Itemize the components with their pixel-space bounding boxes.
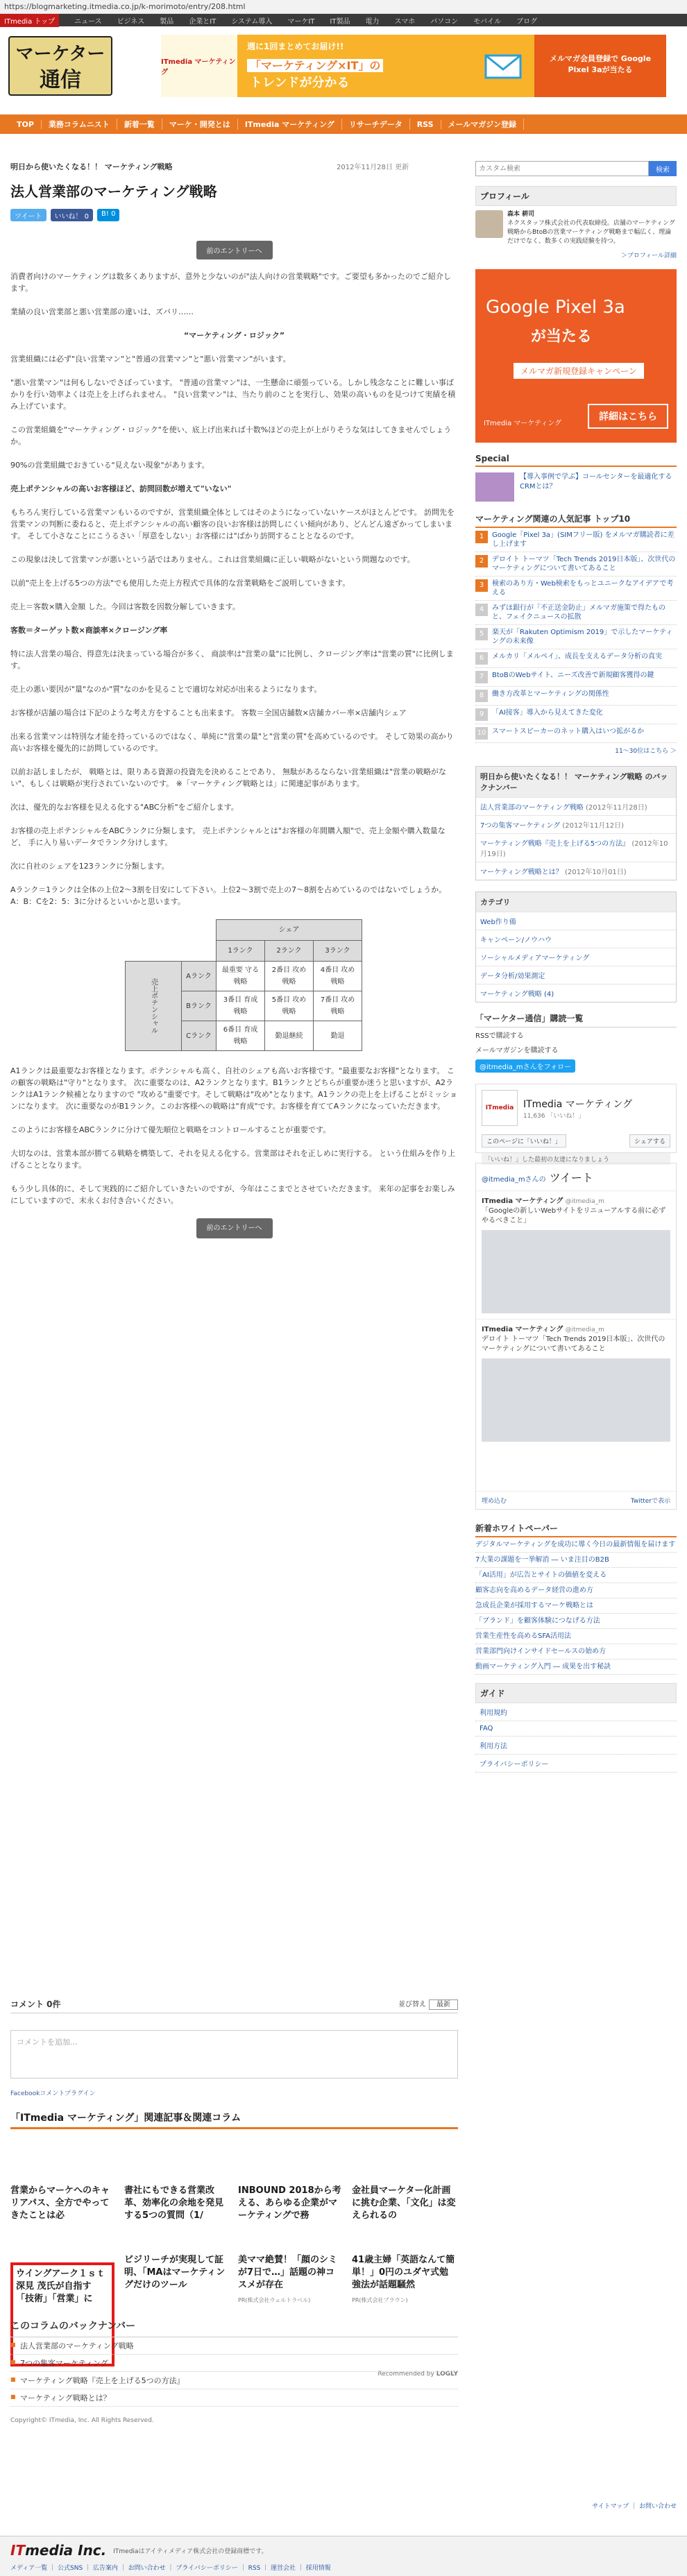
special-link[interactable]: 【導入事例で学ぶ】コールセンターを最適化するCRMとは？	[520, 473, 672, 491]
series-backnumber-date: (2012年11月12日)	[562, 822, 625, 830]
site-footer	[0, 2536, 687, 2576]
pr-label: PR(株式会社ウェルトラベル)	[238, 2297, 311, 2303]
series-backnumber-item[interactable]	[476, 833, 676, 862]
whitepaper-item[interactable]: 急成長企業が採用するマーケ戦略とは	[475, 1598, 677, 1614]
backnumber-title: このコラムのバックナンバー	[10, 2319, 458, 2337]
subscribe-title: 「マーケター通信」購読一覧	[475, 1012, 677, 1027]
related-card-title: 41歳主婦「英語なんて簡単！」0円のユダヤ式勉強法が話題騒然	[352, 2255, 455, 2290]
tweet-handle: @itmedia_m	[565, 1327, 604, 1333]
ranking-number: 10	[475, 727, 488, 740]
whitepaper-item[interactable]: デジタルマーケティングを成功に導く今日の最新情報を届けます	[475, 1537, 677, 1553]
category-nav-item[interactable]: 業務コラムニスト	[42, 119, 117, 130]
network-nav-item[interactable]: 製品	[160, 17, 174, 26]
tweet-image	[482, 1230, 670, 1313]
whitepaper-item[interactable]: 「ブランド」を顧客体験につなげる方法	[475, 1614, 677, 1629]
url-text: https://blogmarketing.itmedia.co.jp/k-morimoto/entry/208.html	[4, 2, 246, 11]
category-item[interactable]: キャンペーン/ノウハウ	[476, 930, 676, 948]
series-backnumber-item[interactable]	[476, 815, 676, 833]
network-nav-item[interactable]: ニュース	[74, 17, 102, 26]
ranking-link[interactable]: 「AI接客」導入から見えてきた変化	[492, 709, 603, 717]
copyright: Copyright© ITmedia, Inc. All Rights Reserved.	[10, 2417, 154, 2424]
article-paragraph: お客様の売上ポテンシャルをABCランクに分類します。 売上ポテンシャルとは"お客様の年間購入額"で、売上金額や購入数量など、 手に入り易いデータでランク分けします。	[10, 826, 446, 847]
guide-box	[475, 1683, 677, 1773]
ranking-number: 4	[475, 604, 488, 616]
ranking-link[interactable]: 働き方改革とマーケティングの関係性	[492, 690, 609, 698]
prev-entry-button[interactable]: 前のエントリーへ	[196, 241, 273, 259]
category-nav-item[interactable]: メールマガジン登録	[441, 119, 525, 130]
series-backnumber-date: (2012年10月01日)	[565, 869, 627, 876]
fb-page-name[interactable]: ITmedia マーケティング	[523, 1098, 633, 1110]
whitepaper-item[interactable]: 動画マーケティング入門 ― 成果を出す秘訣	[475, 1660, 677, 1675]
subscribe-box	[475, 1012, 677, 1073]
related-card-title: 営業からマーケへのキャリアパス、全方でやってきたことは必	[10, 2185, 110, 2221]
tweet-user: ITmedia マーケティング	[482, 1326, 563, 1333]
ranking-link[interactable]: みずほ銀行が「不正送金防止」メルマガ施策で得たものと、フェイクニュースの拡散	[492, 604, 665, 621]
table-cell: 5番目 攻め戦略	[265, 991, 314, 1021]
whitepaper-item[interactable]: 7大業の課題を一挙解消 ― いま注目のB2B	[475, 1553, 677, 1568]
ranking-number: 5	[475, 628, 488, 640]
site-logo[interactable]	[8, 36, 112, 96]
table-corner	[126, 941, 217, 962]
logo-line1: マーケター	[15, 43, 105, 65]
article-main	[10, 161, 458, 1238]
guide-item[interactable]: 利用方法	[475, 1737, 677, 1755]
tw-title: ツイート	[549, 1171, 593, 1184]
series-backnumber-date: (2012年11月28日)	[586, 804, 647, 812]
table-cell: 最重要 守る戦略	[217, 962, 265, 991]
table-row-header: Aランク	[182, 962, 217, 991]
backnumber-item[interactable]: ■ マーケティング戦略『売上を上げる5つの方法』	[10, 2372, 458, 2389]
sidebar	[475, 161, 677, 1773]
ranking-link[interactable]: 検索のあり方・Web検索をもっとユニークなアイデアで考える	[492, 580, 674, 597]
banner-cta: メルマガ会員登録で Google Pixel 3aが当たる	[534, 35, 666, 97]
network-nav-item[interactable]: マーケIT	[287, 17, 315, 26]
ranking-more-link[interactable]: 11～30位はこちら ＞	[615, 748, 677, 755]
table-cell: 7番目 攻め戦略	[314, 991, 362, 1021]
category-box	[475, 892, 677, 1003]
sidebar-ad[interactable]	[475, 269, 677, 443]
article-paragraph: もちろん実行している営業マンもいるのですが、営業組織全体としてはそのようになっていないケースがほとんどです。 訪問先を営業マンの判断に委ねると、売上ポテンシャルの高い顧客の良いお客様は訪問しにくい傾向があり、どんどん遠ざかってしまいます。 そして小さなことにこうるさい「厚意をしない」お客様には"ばかり訪問することとなるのです。	[10, 508, 455, 540]
backnumber-section	[10, 2319, 458, 2407]
article-paragraph: “マーケティング・ロジック”	[183, 331, 285, 340]
related-card-title: 美ママ絶賛！「顔のシミが7日で…」話題の神コスメが存在	[238, 2255, 338, 2290]
fb-share-button[interactable]: シェアする	[629, 1134, 670, 1148]
article-paragraph: 大切なのは、営業本部が勝てる戦略を構築して、それを見える化する。営業部はそれを正しめに実行する。 という仕組みを作り上げることとなります。	[10, 1149, 456, 1170]
series-backnumber-item[interactable]	[476, 797, 676, 815]
ad-brand: ITmedia マーケティング	[484, 420, 562, 427]
article-paragraph: "悪い営業マン"は何もしないでさぼっています。 "普通の営業マン"は、一生懸命に頑張っている。しかし残念なことに難しい事ばかりを行い効率よくは売上を上げられません。 "良い営業マン"は、当たり前のことを実行し、効果の高いものを見つけて実績を積み上げています。	[10, 378, 456, 411]
search-box	[475, 161, 677, 176]
profile-name: 森本 耕司	[507, 211, 535, 218]
article-paragraph: 営業組織には必ず"良い営業マン"と"普通の営業マン"と"悪い営業マン"がいます。	[10, 355, 291, 364]
series-backnumber-title[interactable]: 7つの集客マーケティング	[480, 822, 561, 830]
whitepaper-item[interactable]: 営業生産性を高めるSFA活用法	[475, 1629, 677, 1644]
fb-like-count: 11,636 「いいね！」	[523, 1112, 585, 1120]
category-item[interactable]: マーケティング戦略 (4)	[476, 984, 676, 1002]
twitter-timeline	[475, 1163, 677, 1510]
ad-cta: 詳細はこちら	[588, 404, 668, 429]
fb-comment-plugin[interactable]: Facebookコメントプラグイン	[10, 2090, 96, 2097]
table-cell: 勤退	[314, 1021, 362, 1051]
category-nav-item[interactable]: TOP	[10, 120, 42, 129]
article-paragraph: もう少し具体的に、そして実践的にご紹介していきたいのですが、今年はここまでとさせていただきます。 来年の記事をお楽しみにしていますので、末永くお付き合いください。	[10, 1184, 455, 1205]
ad-title: Google Pixel 3a	[486, 297, 625, 318]
related-card[interactable]	[238, 2254, 342, 2310]
sort-select[interactable]: 最新	[429, 1999, 458, 2010]
backnumber-item[interactable]: ■ マーケティング戦略とは？	[10, 2389, 458, 2407]
profile-more-link[interactable]: ＞プロフィール詳細	[620, 253, 677, 259]
article-paragraph: 次は、優先的なお客様を見える化する"ABC分析"をご紹介します。	[10, 803, 239, 812]
whitepaper-item[interactable]: 営業部門向けインサイドセールスの始め方	[475, 1644, 677, 1660]
ranking-link[interactable]: デロイト トーマツ「Tech Trends 2019日本版」、次世代のマーケティングについて書いてあること	[492, 556, 676, 572]
category-item[interactable]: データ分析/効果測定	[476, 966, 676, 984]
related-card-title: 書社にもできる営業改革、効率化の余地を発見する5つの質問（1/	[124, 2185, 224, 2221]
related-card-title: INBOUND 2018から考える、あらゆる企業がマーケティングで務	[238, 2185, 341, 2221]
article-paragraph: 消費者向けのマーケティングは数多くありますが、意外と少ないのが"法人向けの営業戦略"です。ご要望も多かったのでご紹介します。	[10, 272, 451, 293]
backnumber-item[interactable]: ■ 7つの集客マーケティング	[10, 2355, 458, 2372]
network-nav-item[interactable]: パソコン	[430, 17, 459, 26]
whitepaper-item[interactable]: 「AI活用」が広告とサイトの価値を変える	[475, 1568, 677, 1583]
tw-by: @itmedia_mさんの	[482, 1176, 546, 1184]
series-backnumber-title: 明日から使いたくなる！！ マーケティング戦略 のバックナンバー	[476, 767, 676, 797]
special-thumb	[475, 472, 514, 502]
subscribe-item[interactable]: RSSで購読する	[475, 1032, 524, 1040]
category-title: カテゴリ	[476, 892, 676, 912]
table-row-header: Cランク	[182, 1021, 217, 1051]
subscribe-item[interactable]: メールマガジンを購読する	[475, 1047, 559, 1055]
article-title: 法人営業部のマーケティング戦略	[10, 183, 217, 200]
itmedia-logo[interactable]: ITmedia Inc.	[10, 2542, 107, 2559]
series-backnumber-title[interactable]: 法人営業部のマーケティング戦略	[480, 804, 584, 812]
ranking-item[interactable]	[475, 724, 677, 743]
article-paragraph: 特に法人営業の場合、得意先は決まっている場合が多く、 商談率は"営業の量"に比例し、クロージング率は"営業の質"に比例します。	[10, 649, 454, 670]
ranking-item[interactable]	[475, 577, 677, 601]
network-nav-item[interactable]: ITmedia トップ	[0, 14, 59, 27]
related-card[interactable]	[124, 2185, 228, 2240]
ranking-link[interactable]: Google「Pixel 3a」(SIMフリー版) をメルマガ購読者に差し上げます	[492, 531, 675, 548]
banner-headline: トレンドが分かる	[250, 76, 350, 90]
sort-label: 並び替え	[398, 2001, 426, 2008]
ad-campaign: メルマガ新規登録キャンペーン	[514, 363, 644, 379]
logly-logo[interactable]: LOGLY	[436, 2371, 458, 2378]
sitemap-links[interactable]: サイトマップ ｜ お問い合わせ	[592, 2503, 677, 2510]
guide-item[interactable]: 利用規約	[475, 1703, 677, 1721]
ranking-number: 1	[475, 531, 488, 543]
article-paragraph: 出来る営業マンは特別な才能を持っているのではなく、単純に"営業の量"と"営業の質"を高めているのです。 そして効果の高かり高いお客様を優先的に訪問しているのです。	[10, 732, 454, 753]
ranking-item[interactable]	[475, 706, 677, 724]
site-header	[0, 28, 687, 105]
tw-view-link[interactable]: Twitterで表示	[630, 1498, 670, 1505]
banner-brand: ITmedia マーケティング	[161, 35, 237, 97]
ranking-item[interactable]	[475, 601, 677, 625]
whitepaper-item[interactable]: 顧客志向を高めるデータ経営の進め方	[475, 1583, 677, 1598]
ranking-number: 2	[475, 555, 488, 568]
network-nav-item[interactable]: ビジネス	[117, 17, 145, 26]
article-paragraph: この現象は決して営業マンが悪いという話ではありません。これは営業組織に正しい戦略がないという問題なのです。	[10, 555, 415, 564]
table-col-header: 3ランク	[314, 941, 362, 962]
category-nav-item[interactable]: 新着一覧	[117, 119, 162, 130]
article-date: 2012年11月28日 更新	[337, 164, 409, 171]
prev-entry-button[interactable]: 前のエントリーへ	[196, 1218, 273, 1238]
article-paragraph: この営業組織を"マーケティング・ロジック"を使い、底上げ出来れば十数%ほどの売上が上がりそうな気はしてきませんでしょうか。	[10, 425, 452, 446]
profile-box	[475, 186, 677, 259]
tweet-text: デロイト トーマツ「Tech Trends 2019日本版」、次世代のマーケティングについて書いてあること	[482, 1336, 665, 1353]
ranking-item[interactable]	[475, 649, 677, 668]
table-share-header: シェア	[217, 920, 362, 941]
article-paragraph: お客様が店舗の場合は下記のような考え方をすることも出来ます。 客数＝全国店舗数×店舗カバー率×店舗内シェア	[10, 708, 407, 717]
recommended-label: Recommended by	[378, 2371, 434, 2378]
comments-section	[10, 1998, 458, 2097]
table-row-header: Bランク	[182, 991, 217, 1021]
article-paragraph: 売上＝客数×購入金額 した。今回は客数を因数分解していきます。	[10, 602, 240, 611]
pr-label: PR(株式会社ブラウン)	[352, 2297, 408, 2303]
social-buttons	[10, 209, 458, 221]
whitepaper-box	[475, 1522, 677, 1675]
tweet-item[interactable]	[476, 1319, 676, 1447]
category-nav-item[interactable]: ITmedia マーケティング	[238, 119, 342, 130]
search-button[interactable]: 検索	[649, 161, 677, 176]
ranking-link[interactable]: メルカリ「メルペイ」、成長を支えるデータ分析の真実	[492, 653, 662, 660]
category-nav	[0, 114, 687, 134]
url-bar[interactable]	[0, 0, 687, 14]
ad-subtitle: が当たる	[531, 328, 593, 346]
ranking-number: 9	[475, 708, 488, 721]
ranking-item[interactable]	[475, 528, 677, 552]
comments-count: コメント 0件	[10, 1999, 61, 2009]
category-item[interactable]: Web作り備	[476, 912, 676, 930]
banner-tagline: 週に1回まとめてお届け!!	[247, 42, 344, 51]
related-card[interactable]	[124, 2254, 228, 2310]
special-item[interactable]	[475, 472, 677, 502]
article-paragraph: 以前お話しましたが、 戦略とは、限りある資源の投資先を決めることであり、 無駄があるならない営業組織は"営業の戦略がない"、もしくは戦略が実行されていないのです。 ※「マーケティング戦略とは」に関連記事があります。	[10, 767, 447, 788]
ranking-number: 8	[475, 690, 488, 702]
series-backnumber-title[interactable]: マーケティング戦略『売上を上げる5つの方法』	[480, 840, 630, 848]
network-nav-item[interactable]: ブログ	[516, 17, 538, 26]
network-nav-item[interactable]: モバイル	[473, 17, 502, 26]
related-card[interactable]	[352, 2254, 456, 2310]
facebook-page-box	[475, 1084, 677, 1163]
hatena-button[interactable]: B! 0	[97, 209, 119, 221]
fb-like-page-button[interactable]: このページに「いいね！」	[482, 1134, 566, 1148]
category-item[interactable]: ソーシャルメディアマーケティング	[476, 948, 676, 966]
ranking-link[interactable]: BtoBのWebサイト、ニーズ改善で新規顧客獲得の鍵	[492, 672, 654, 679]
network-nav-item[interactable]: スマホ	[394, 17, 416, 26]
network-nav	[0, 14, 687, 26]
table-cell: 6番目 育成戦略	[217, 1021, 265, 1051]
related-card-title: ウイングアーク１ｓｔ深見 茂氏が自指す「技術」「営業」に	[16, 2269, 105, 2304]
backnumber-item[interactable]: ■ 法人営業部のマーケティング戦略	[10, 2337, 458, 2355]
ranking-item[interactable]	[475, 668, 677, 687]
table-col-header: 1ランク	[217, 941, 265, 962]
ranking-link[interactable]: 楽天が「Rakuten Optimism 2019」で示したマーケティングの未来像	[492, 629, 673, 645]
related-card-title: ビジリーチが実現して証明、「MAはマーケティングだけのツール	[124, 2255, 226, 2290]
article-paragraph: このようにお客様をABCランクに分けて優先順位と戦略をコントロールすることが重要です。	[10, 1125, 331, 1134]
table-col-header: 2ランク	[265, 941, 314, 962]
network-nav-item[interactable]: 電力	[365, 17, 380, 26]
article-paragraph: 次に自社のシェアを123ランクに分類します。	[10, 862, 169, 871]
search-input[interactable]	[475, 161, 649, 176]
ranking-item[interactable]	[475, 625, 677, 649]
series-backnumber-item[interactable]	[476, 862, 676, 880]
category-nav-item[interactable]: マーケ・開発とは	[162, 119, 238, 130]
special-title: Special	[475, 454, 677, 467]
profile-title: プロフィール	[475, 186, 677, 206]
guide-item[interactable]: FAQ	[475, 1721, 677, 1737]
ranking-title: マーケティング関連の人気記事 トップ10	[475, 513, 677, 528]
related-card[interactable]	[10, 2185, 114, 2240]
related-card-title: 金社員マーケター化計画に挑む企業、「文化」は変えられるの	[352, 2185, 456, 2221]
category-nav-item[interactable]: リサーチデータ	[342, 119, 410, 130]
related-card[interactable]	[352, 2185, 456, 2240]
ranking-number: 7	[475, 671, 488, 683]
table-cell: 3番目 育成戦略	[217, 991, 265, 1021]
tweet-button[interactable]: ツイート	[10, 209, 46, 221]
guide-title: ガイド	[475, 1683, 677, 1703]
related-title: 「ITmedia マーケティング」関連記事＆関連コラム	[10, 2110, 458, 2129]
article-paragraph: 90%の営業組織でおきている"見えない現象"があります。	[10, 461, 210, 470]
like-button[interactable]: いいね！ 0	[51, 209, 94, 221]
special-box	[475, 454, 677, 502]
header-banner-ad[interactable]	[161, 35, 666, 97]
ranking-number: 3	[475, 579, 488, 592]
footer-desc: ITmediaはアイティメディア株式会社の登録商標です。	[113, 2548, 268, 2555]
ranking-item[interactable]	[475, 687, 677, 706]
ranking-item[interactable]	[475, 552, 677, 577]
category-nav-item[interactable]: RSS	[410, 120, 441, 129]
network-nav-item[interactable]: 企業とIT	[189, 17, 217, 26]
table-cell: 2番目 攻め戦略	[265, 962, 314, 991]
guide-item[interactable]: プライバシーポリシー	[475, 1755, 677, 1773]
tw-embed-link[interactable]: 埋め込む	[482, 1498, 507, 1505]
avatar	[475, 210, 503, 238]
series-backnumber-box	[475, 766, 677, 880]
mail-icon	[472, 35, 534, 97]
article-paragraph: A1ランクは最重要なお客様となります。ポテンシャルも高く、自社のシェアも高いお客様です。"最重要なお客様"となります。 この顧客の戦略は"守り"となります。 次に重要なのは、A2ランクとなります。B1ランクとどちらが重要か迷うと思いますが、A2ランクはA1ランク候補となりますので "攻める"重要です。そして戦略は"攻め"となります。A1ランクの売上を上げることがミッションになります。 次に重要なのがB1ランク。このお客様への戦略は"育成"です。お客様を育ててAランクになっていただきます。	[10, 1066, 457, 1111]
network-nav-item[interactable]: システム導入	[231, 17, 273, 26]
table-cell: 4番目 攻め戦略	[314, 962, 362, 991]
tweet-text: 「Googleの新しいWebサイトをリニューアルする前に必ずやるべきこと」	[482, 1207, 666, 1225]
comment-input[interactable]: コメントを追加...	[10, 2030, 458, 2079]
article-paragraph: 売上ポテンシャルの高いお客様ほど、訪問回数が増えて"いない"	[10, 484, 232, 493]
footer-links[interactable]: メディア一覧 ｜ 公式SNS ｜ 広告案内 ｜ お問い合わせ ｜ プライバシーポリシー ｜ RSS ｜ 運営会社 ｜ 採用情報	[10, 2565, 331, 2572]
article-paragraph: 以前"売上を上げる5つの方法"でも使用した売上方程式で具体的な営業戦略をご説明していきます。	[10, 579, 350, 588]
abc-analysis-table	[125, 919, 362, 1051]
banner-highlight: 「マーケティング×IT」の	[247, 59, 383, 72]
tweet-item[interactable]	[476, 1191, 676, 1319]
ranking-box	[475, 513, 677, 755]
logo-line2: 通信	[40, 67, 81, 92]
whitepaper-title: 新着ホワイトペーパー	[475, 1522, 677, 1537]
related-card[interactable]	[238, 2185, 342, 2240]
article-paragraph: 売上の悪い要因が"量"なのか"質"なのかを見ることで適切な対応が出来るようになります。	[10, 685, 322, 694]
tweet-handle: @itmedia_m	[565, 1198, 604, 1205]
article-body	[10, 271, 458, 1238]
tweet-user: ITmedia マーケティング	[482, 1197, 563, 1205]
tweet-image	[482, 1358, 670, 1442]
article-series[interactable]: 明日から使いたくなる！！ マーケティング戦略	[10, 162, 173, 171]
article-paragraph: 客数＝ターゲット数×商談率×クロージング率	[10, 626, 168, 635]
table-side-label: 売上ポテンシャル	[126, 962, 182, 1051]
ranking-number: 6	[475, 652, 488, 665]
network-nav-item[interactable]: IT製品	[330, 17, 350, 26]
series-backnumber-date: (2012年10月19日)	[480, 840, 668, 858]
fb-page-logo[interactable]: ITmedia	[482, 1090, 518, 1126]
table-corner	[126, 920, 217, 941]
fb-friend-message: 「いいね！」した最初の友達になりましょう	[482, 1153, 670, 1165]
twitter-follow-button[interactable]: @itmedia_mさんをフォロー	[475, 1059, 575, 1073]
table-cell: 勤退継続	[265, 1021, 314, 1051]
article-paragraph: 業績の良い営業部と悪い営業部の違いは、ズバリ……	[10, 307, 194, 316]
ranking-link[interactable]: スマートスピーカーのネット購入はいつ拡がるか	[492, 728, 645, 735]
article-paragraph: Aランク＝1ランクは全体の上位2〜3割を目安にして下さい。上位2〜3割で売上の7〜8割を占めているのではないでしょうか。 A：B：Cを2：5：3に分けるといいかと思います。	[10, 885, 447, 906]
series-backnumber-title[interactable]: マーケティング戦略とは？	[480, 869, 563, 876]
profile-text: ネクスタッフ株式会社の代表取締役。店舗のマーケティング戦略からBtoBの営業マーケティング戦略まで幅広く、理論だけでなく、数多くの実践経験を持つ。	[507, 220, 675, 245]
